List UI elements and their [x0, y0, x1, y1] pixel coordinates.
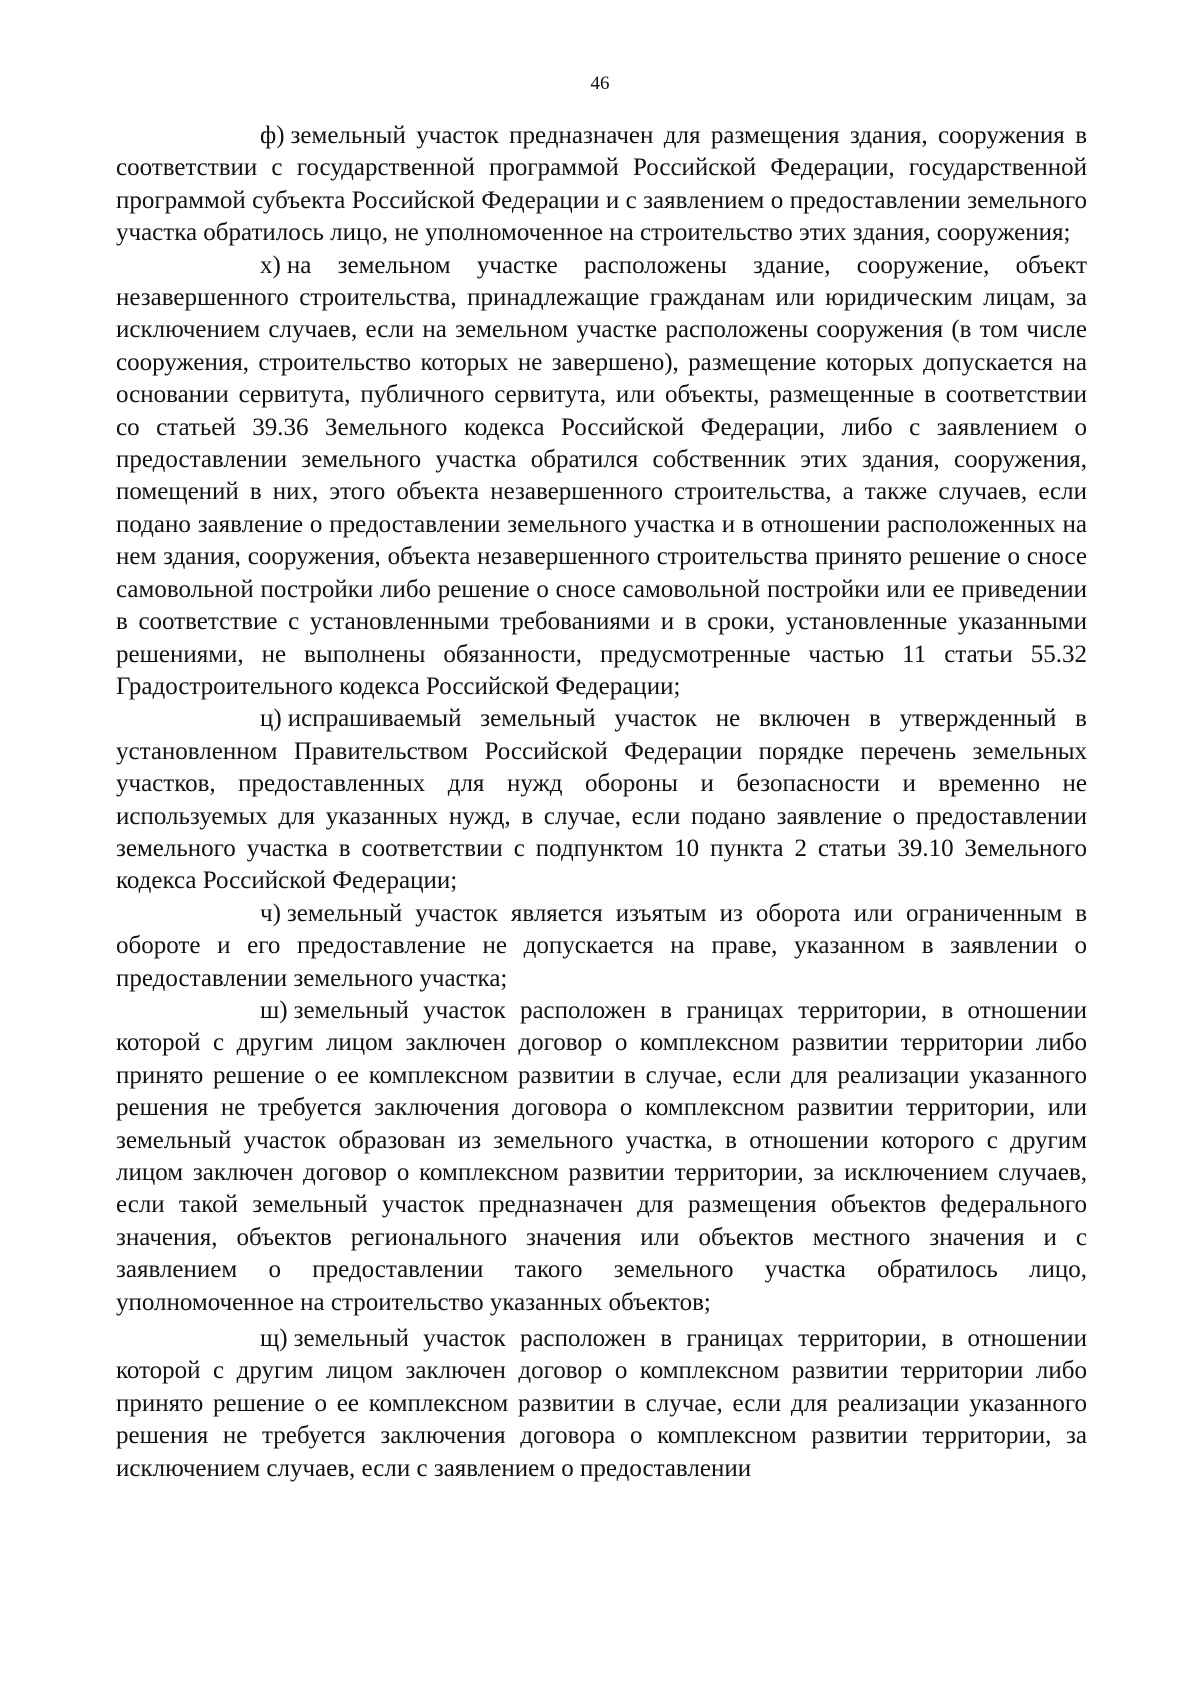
paragraph-f: [116, 120, 1087, 250]
paragraph-text: земельный участок является изъятым из оборота или ограниченным в обороте и его предоставление не допускается на праве, указанном в заявлении о предоставлении земельного участка;: [116, 899, 1087, 992]
paragraph-ch: [116, 898, 1087, 995]
paragraph-text: земельный участок расположен в границах территории, в отношении которой с другим лицом заключен договор о комплексном развитии территории либо принято решение о ее комплексном развитии в случае, если для реализации указанного решения не требуется заключения договора о комплексном развитии территории, за исключением случаев, если с заявлением о предоставлении: [116, 1325, 1087, 1482]
paragraph-shch: [116, 1323, 1087, 1485]
paragraph-sh: [116, 995, 1087, 1319]
paragraph-ts: [116, 703, 1087, 897]
paragraph-marker: ц): [260, 705, 282, 733]
paragraph-marker: щ): [260, 1325, 288, 1353]
paragraph-marker: ш): [260, 996, 288, 1024]
paragraph-marker: х): [260, 251, 281, 279]
paragraph-text: земельный участок расположен в границах территории, в отношении которой с другим лицом заключен договор о комплексном развитии территории либо принято решение о ее комплексном развитии в случае, если для реализации указанного решения не требуется заключения договора о комплексном развитии территории, или земельный участок образован из земельного участка, в отношении которого с другим лицом заключен договор о комплексном развитии территории, за исключением случаев, если такой земельный участок предназначен для размещения объектов федерального значения, объектов регионального значения или объектов местного значения и с заявлением о предоставлении такого земельного участка обратилось лицо, уполномоченное на строительство указанных объектов;: [116, 996, 1087, 1316]
paragraph-text: земельный участок предназначен для размещения здания, сооружения в соответствии с государственной программой Российской Федерации, государственной программой субъекта Российской Федерации и с заявлением о предоставлении земельного участка обратилось лицо, не уполномоченное на строительство этих здания, сооружения;: [116, 122, 1087, 247]
page-number: 46: [590, 73, 610, 94]
paragraph-marker: ч): [260, 899, 281, 927]
paragraph-marker: ф): [260, 122, 285, 149]
paragraph-text: на земельном участке расположены здание, сооружение, объект незавершенного строительства, принадлежащие гражданам или юридическим лицам, за исключением случаев, если на земельном участке расположены сооружения (в том числе сооружения, строительство которых не завершено), размещение которых допускается на основании сервитута, публичного сервитута, или объекты, размещенные в соответствии со статьей 39.36 Земельного кодекса Российской Федерации, либо с заявлением о предоставлении земельного участка обратился собственник этих здания, сооружения, помещений в них, этого объекта незавершенного строительства, а также случаев, если подано заявление о предоставлении земельного участка и в отношении расположенных на нем здания, сооружения, объекта незавершенного строительства принято решение о сносе самовольной постройки либо решение о сносе самовольной постройки или ее приведении в соответствие с установленными требованиями и в сроки, установленные указанными решениями, не выполнены обязанности, предусмотренные частью 11 статьи 55.32 Градостроительного кодекса Российской Федерации;: [116, 251, 1087, 700]
document-body: [116, 120, 1087, 1485]
paragraph-kh: [116, 250, 1087, 704]
paragraph-text: испрашиваемый земельный участок не включен в утвержденный в установленном Правительством Российской Федерации порядке перечень земельных участков, предоставленных для нужд обороны и безопасности и временно не используемых для указанных нужд, в случае, если подано заявление о предоставлении земельного участка в соответствии с подпунктом 10 пункта 2 статьи 39.10 Земельного кодекса Российской Федерации;: [116, 705, 1087, 895]
